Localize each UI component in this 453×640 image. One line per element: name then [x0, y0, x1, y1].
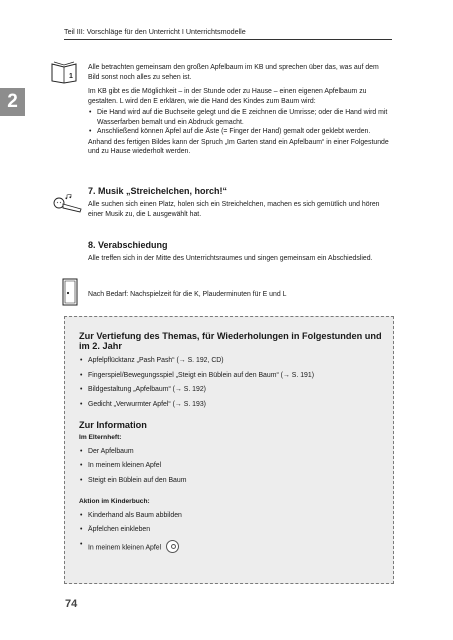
- elternheft-list: [79, 448, 383, 484]
- list-item: • Steigt ein Büblein auf den Baum: [79, 477, 383, 484]
- list-item: • Bildgestaltung „Apfelbaum“ (→ S. 192): [79, 386, 383, 393]
- deepening-list: [79, 357, 383, 408]
- box-title-information: Zur Information: [79, 419, 147, 430]
- section-7-title: 7. Musik „Streichelchen, horch!“: [88, 186, 228, 196]
- intro-paragraph-2: Im KB gibt es die Möglichkeit – in der Stunde oder zu Hause – einen eigenen Apfelbaum zu gestalten. L wird den E erklären, wie die Hand des Kindes zum Baum wird:: [88, 88, 367, 105]
- list-item: • Fingerspiel/Bewegungsspiel „Steigt ein Büblein auf den Baum“ (→ S. 191): [79, 372, 383, 379]
- list-item: • Der Apfelbaum: [79, 448, 383, 455]
- door-icon: [60, 277, 80, 307]
- cd-icon: [166, 540, 179, 553]
- section-7-text: Alle suchen sich einen Platz, holen sich ein Streichelchen, machen es sich gemütlich und hören einer Musik zu, die L ausgewählt hat.: [88, 201, 380, 218]
- book-icon: [50, 60, 78, 84]
- intro-bullet-list: [88, 108, 392, 137]
- label-elternheft: Im Elternheft:: [79, 433, 122, 441]
- info-box: [64, 316, 394, 584]
- list-item: • Gedicht „Verwurmter Apfel“ (→ S. 193): [79, 401, 383, 408]
- label-kinderbuch: Aktion im Kinderbuch:: [79, 497, 150, 505]
- list-item: [79, 541, 383, 554]
- list-item-label: In meinem kleinen Apfel: [88, 543, 162, 551]
- section-8-text: Alle treffen sich in der Mitte des Unterrichtsraumes und singen gemeinsam ein Abschiedslied.: [88, 255, 373, 263]
- intro-paragraph-3: Anhand des fertigen Bildes kann der Spruch „Im Garten stand ein Apfelbaum“ in einer Folgestunde und zu Hause wiederholt werden.: [88, 138, 389, 156]
- list-item: • In meinem kleinen Apfel: [79, 462, 383, 469]
- page-number: 74: [65, 598, 78, 610]
- resting-child-icon: [50, 194, 84, 214]
- list-item: • Äpfelchen einkleben: [79, 526, 383, 533]
- list-item: • Apfelpflücktanz „Pash Pash“ (→ S. 192, CD): [79, 357, 383, 364]
- box-title-deepening: Zur Vertiefung des Themas, für Wiederholungen in Folgestunden und im 2. Jahr: [79, 331, 382, 351]
- chapter-tab: 2: [0, 88, 25, 116]
- music-section: [88, 185, 392, 224]
- list-item: • Die Hand wird auf die Buchseite gelegt und die E zeichnen die Umrisse; oder die Hand wird mit Wasserfarben bemalt und ein Abdruck gemacht.: [88, 108, 392, 127]
- list-item: • Kinderhand als Baum abbilden: [79, 512, 383, 519]
- intro-section: [88, 63, 392, 162]
- book-icon-number: 1: [69, 73, 73, 80]
- intro-paragraph-1: Alle betrachten gemeinsam den großen Apfelbaum im KB und sprechen über das, was auf dem Bild sonst noch alles zu sehen ist.: [88, 64, 379, 81]
- section-8-title: 8. Verabschiedung: [88, 240, 168, 250]
- running-header: Teil III: Vorschläge für den Unterricht I Unterrichtsmodelle: [64, 27, 392, 40]
- farewell-note: Nach Bedarf: Nachspielzeit für die K, Plauderminuten für E und L: [88, 291, 287, 298]
- list-item: • Anschließend können Äpfel auf die Äste (= Finger der Hand) gemalt oder geklebt werden.: [88, 127, 392, 137]
- farewell-section: [88, 239, 392, 269]
- kinderbuch-list: [79, 512, 383, 554]
